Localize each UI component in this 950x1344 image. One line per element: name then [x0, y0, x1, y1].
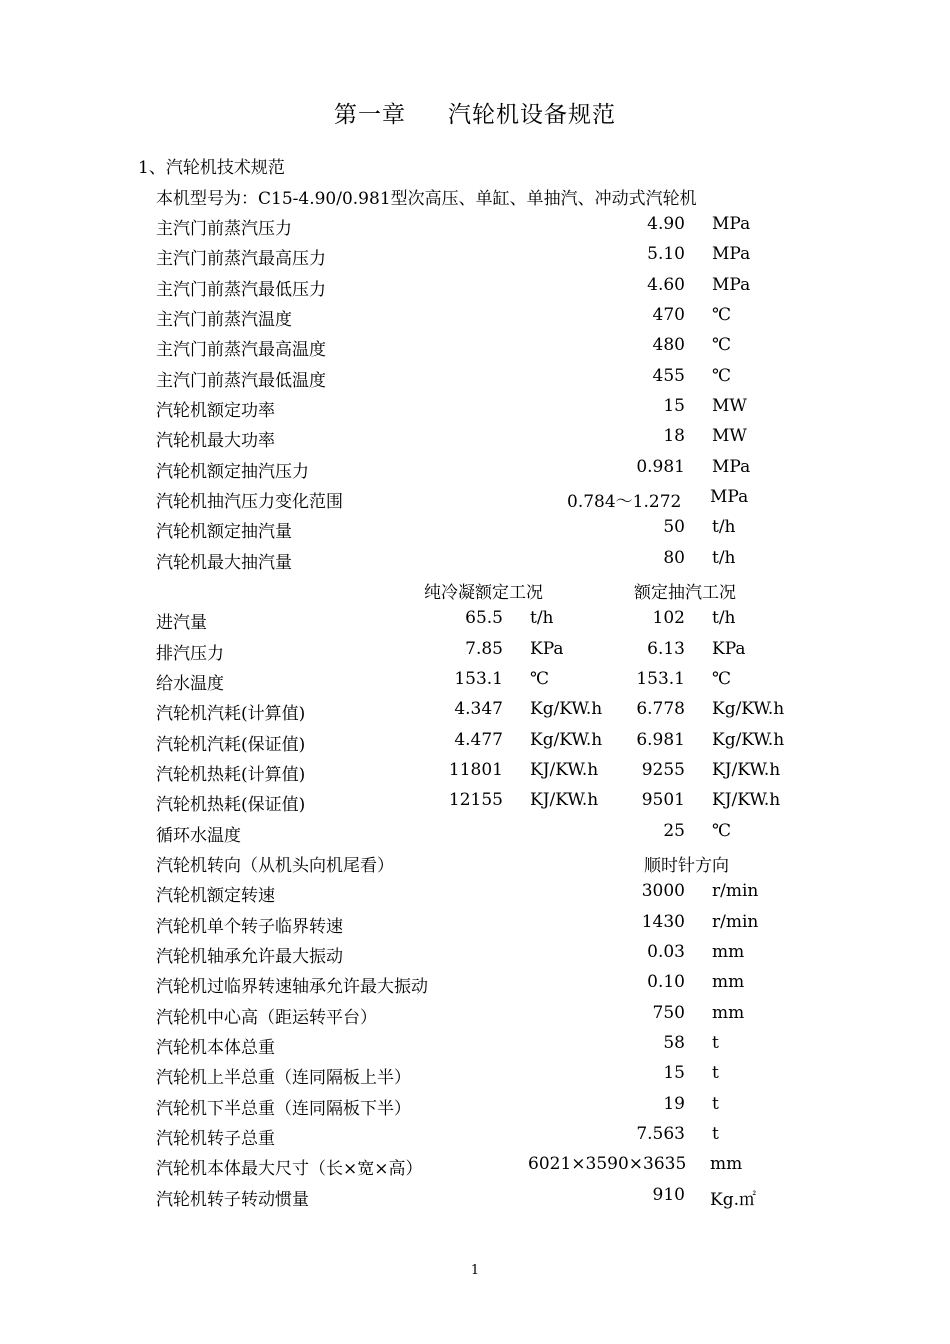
spec-value: 4.60	[647, 275, 685, 295]
spec-unit: MW	[712, 426, 747, 446]
spec-unit: t	[712, 1033, 719, 1053]
spec-label: 汽轮机转子转动惯量	[156, 1190, 309, 1210]
spec-label: 主汽门前蒸汽最高压力	[156, 249, 326, 269]
spec-value: 19	[663, 1094, 685, 1114]
spec-value: 750	[652, 1003, 685, 1023]
spec-value: 5.10	[647, 244, 685, 264]
extraction-value: 102	[652, 608, 685, 628]
spec-row	[0, 1124, 950, 1154]
extraction-value: 9501	[641, 790, 685, 810]
spec-label: 汽轮机额定抽汽压力	[156, 462, 309, 482]
spec-value: 470	[652, 305, 685, 325]
extraction-unit: Kg/KW.h	[712, 699, 785, 719]
chapter-name: 汽轮机设备规范	[448, 102, 616, 128]
spec-value: 1430	[641, 912, 685, 932]
comparison-row	[0, 730, 950, 760]
spec-label: 主汽门前蒸汽最低压力	[156, 280, 326, 300]
spec-value: 0.03	[647, 942, 685, 962]
spec-unit: Kg.㎡	[710, 1190, 756, 1210]
spec-row	[0, 426, 950, 456]
extraction-unit: t/h	[712, 608, 736, 628]
spec-row	[0, 1063, 950, 1093]
spec-label: 主汽门前蒸汽最高温度	[156, 340, 326, 360]
spec-label: 主汽门前蒸汽温度	[156, 310, 292, 330]
spec-label: 汽轮机中心高（距运转平台）	[156, 1008, 377, 1028]
comparison-label: 排汽压力	[156, 644, 224, 664]
spec-label: 循环水温度	[156, 826, 241, 846]
spec-row	[0, 1003, 950, 1033]
spec-row	[0, 214, 950, 244]
spec-value: 910	[652, 1185, 685, 1205]
page-number: 1	[470, 1263, 480, 1278]
extraction-header: 额定抽汽工况	[634, 583, 736, 603]
spec-row	[0, 457, 950, 487]
condensing-header: 纯冷凝额定工况	[424, 583, 543, 603]
comparison-label: 汽轮机热耗(保证值)	[156, 795, 306, 815]
spec-row	[0, 548, 950, 578]
spec-unit: MPa	[712, 457, 751, 477]
condensing-value: 4.347	[454, 699, 503, 719]
spec-label: 汽轮机抽汽压力变化范围	[156, 492, 343, 512]
spec-unit: ℃	[712, 305, 732, 325]
comparison-row	[0, 699, 950, 729]
spec-row	[0, 1033, 950, 1063]
spec-row	[0, 821, 950, 851]
spec-label: 汽轮机转子总重	[156, 1129, 275, 1149]
spec-unit: t	[712, 1094, 719, 1114]
extraction-unit: KJ/KW.h	[712, 760, 781, 780]
spec-unit: t	[712, 1063, 719, 1083]
condensing-value: 12155	[448, 790, 503, 810]
condensing-unit: Kg/KW.h	[530, 730, 603, 750]
spec-row	[0, 517, 950, 547]
spec-value: 58	[663, 1033, 685, 1053]
condensing-value: 65.5	[465, 608, 503, 628]
spec-value: 7.563	[636, 1124, 685, 1144]
condensing-unit: KPa	[530, 639, 564, 659]
spec-row-dimensions	[0, 1154, 950, 1184]
extraction-value: 6.778	[636, 699, 685, 719]
comparison-row	[0, 790, 950, 820]
spec-label: 汽轮机最大抽汽量	[156, 553, 292, 573]
spec-value: 80	[663, 548, 685, 568]
spec-unit: MPa	[712, 214, 751, 234]
comparison-label: 进汽量	[156, 613, 207, 633]
spec-row	[0, 396, 950, 426]
section-heading: 1、汽轮机技术规范	[138, 158, 285, 178]
condensing-value: 153.1	[454, 669, 503, 689]
spec-value: 15	[663, 396, 685, 416]
spec-unit: r/min	[712, 881, 759, 901]
spec-value: 480	[652, 335, 685, 355]
extraction-value: 9255	[641, 760, 685, 780]
extraction-value: 153.1	[636, 669, 685, 689]
spec-row	[0, 335, 950, 365]
condensing-unit: ℃	[530, 669, 550, 689]
spec-unit: MW	[712, 396, 747, 416]
spec-label: 汽轮机最大功率	[156, 431, 275, 451]
extraction-value: 6.981	[636, 730, 685, 750]
spec-unit: MPa	[712, 244, 751, 264]
spec-value: 455	[652, 366, 685, 386]
spec-value: 18	[663, 426, 685, 446]
comparison-row	[0, 608, 950, 638]
spec-row	[0, 275, 950, 305]
condensing-unit: Kg/KW.h	[530, 699, 603, 719]
spec-row	[0, 305, 950, 335]
model-line: 本机型号为：C15-4.90/0.981型次高压、单缸、单抽汽、冲动式汽轮机	[156, 189, 697, 209]
spec-label: 汽轮机额定功率	[156, 401, 275, 421]
comparison-label: 汽轮机汽耗(保证值)	[156, 735, 306, 755]
spec-value: 顺时针方向	[644, 856, 729, 876]
spec-value: 0.784～1.272	[567, 492, 682, 512]
spec-value: 3000	[641, 881, 685, 901]
spec-unit: mm	[712, 942, 745, 962]
extraction-unit: Kg/KW.h	[712, 730, 785, 750]
extraction-unit: KPa	[712, 639, 746, 659]
spec-label: 汽轮机轴承允许最大振动	[156, 947, 343, 967]
condensing-unit: KJ/KW.h	[530, 760, 599, 780]
comparison-label: 汽轮机热耗(计算值)	[156, 765, 306, 785]
spec-value: 0.981	[636, 457, 685, 477]
spec-row	[0, 942, 950, 972]
spec-unit: ℃	[712, 366, 732, 386]
spec-label: 汽轮机单个转子临界转速	[156, 917, 343, 937]
spec-unit: MPa	[712, 275, 751, 295]
spec-unit: r/min	[712, 912, 759, 932]
spec-row	[0, 912, 950, 942]
spec-unit: t/h	[712, 517, 736, 537]
spec-row	[0, 1094, 950, 1124]
spec-unit: t/h	[712, 548, 736, 568]
spec-unit: ℃	[712, 335, 732, 355]
condensing-unit: t/h	[530, 608, 554, 628]
spec-value: 4.90	[647, 214, 685, 234]
spec-label: 汽轮机额定转速	[156, 886, 275, 906]
spec-value: 0.10	[647, 972, 685, 992]
spec-label: 汽轮机本体总重	[156, 1038, 275, 1058]
comparison-header-row	[0, 578, 950, 608]
spec-unit: t	[712, 1124, 719, 1144]
spec-label: 汽轮机本体最大尺寸（长×宽×高）	[156, 1159, 423, 1179]
condensing-unit: KJ/KW.h	[530, 790, 599, 810]
spec-label: 汽轮机过临界转速轴承允许最大振动	[156, 977, 428, 997]
condensing-value: 7.85	[465, 639, 503, 659]
spec-value: 50	[663, 517, 685, 537]
condensing-value: 11801	[448, 760, 503, 780]
spec-row	[0, 244, 950, 274]
comparison-row	[0, 760, 950, 790]
condensing-value: 4.477	[454, 730, 503, 750]
comparison-row	[0, 639, 950, 669]
extraction-unit: ℃	[712, 669, 732, 689]
chapter-number: 第一章	[334, 102, 406, 128]
spec-value: 15	[663, 1063, 685, 1083]
spec-label: 主汽门前蒸汽压力	[156, 219, 292, 239]
spec-row	[0, 366, 950, 396]
spec-row	[0, 881, 950, 911]
spec-unit: mm	[710, 1154, 743, 1174]
spec-row	[0, 1185, 950, 1215]
spec-value: 6021×3590×3635	[528, 1154, 687, 1174]
spec-row	[0, 972, 950, 1002]
spec-label: 主汽门前蒸汽最低温度	[156, 371, 326, 391]
spec-label: 汽轮机转向（从机头向机尾看）	[156, 856, 394, 876]
comparison-row	[0, 669, 950, 699]
spec-row-direction	[0, 851, 950, 881]
spec-label: 汽轮机额定抽汽量	[156, 522, 292, 542]
spec-unit: mm	[712, 972, 745, 992]
chapter-title	[0, 96, 950, 129]
spec-value: 25	[663, 821, 685, 841]
comparison-label: 汽轮机汽耗(计算值)	[156, 704, 306, 724]
comparison-label: 给水温度	[156, 674, 224, 694]
spec-row-range	[0, 487, 950, 517]
spec-unit: MPa	[710, 487, 749, 507]
extraction-value: 6.13	[647, 639, 685, 659]
spec-unit: ℃	[712, 821, 732, 841]
spec-unit: mm	[712, 1003, 745, 1023]
spec-label: 汽轮机下半总重（连同隔板下半）	[156, 1099, 411, 1119]
spec-label: 汽轮机上半总重（连同隔板上半）	[156, 1068, 411, 1088]
extraction-unit: KJ/KW.h	[712, 790, 781, 810]
